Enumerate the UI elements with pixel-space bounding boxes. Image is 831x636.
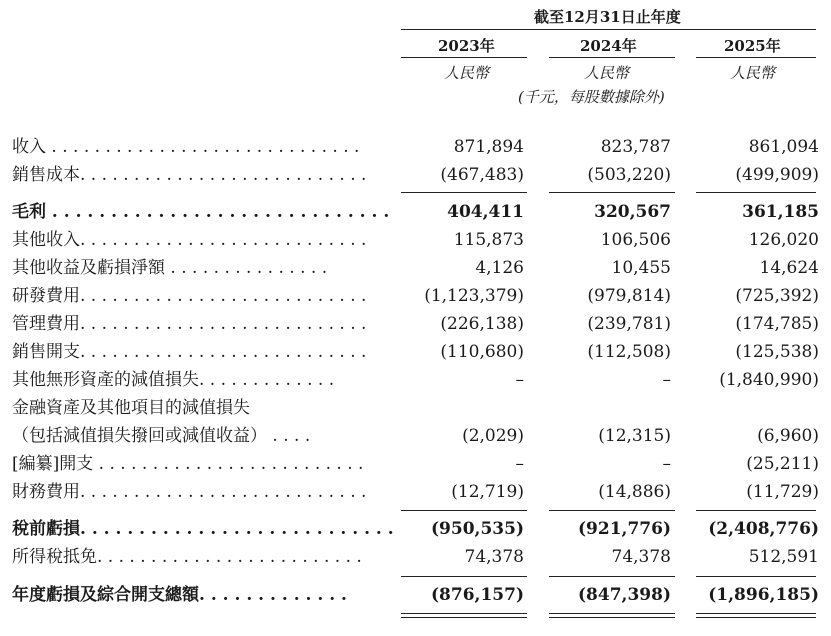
- row-label: 銷售開支. . . . . . . . . . . . . . . . . . . . . . . . . . .: [12, 342, 367, 362]
- row-redacted-expenses: [0, 452, 831, 476]
- total-double-rule-a-2024: [549, 613, 675, 614]
- subtotal-rule-pbt-2023: [401, 510, 527, 511]
- value-2023: 115,873: [453, 230, 524, 250]
- value-2025: (6,960): [757, 426, 819, 446]
- row-income-tax-credit: [0, 545, 831, 569]
- value-2023: –: [515, 370, 524, 390]
- subtotal-rule-total-2023: [401, 576, 527, 577]
- value-2023: 404,411: [447, 202, 524, 222]
- row-label: [編纂]開支 . . . . . . . . . . . . . . . . . . . . . . . . .: [12, 454, 364, 474]
- value-2024: 10,455: [611, 258, 671, 278]
- value-2025: (499,909): [735, 165, 819, 185]
- value-2025: (11,729): [746, 482, 819, 502]
- value-2025: (2,408,776): [708, 519, 819, 539]
- row-financial-impairment: [0, 424, 831, 448]
- row-label: 其他收益及虧損淨額 . . . . . . . . . . . . . . .: [12, 258, 328, 278]
- row-label: 管理費用. . . . . . . . . . . . . . . . . . . . . . . . . . .: [12, 314, 367, 334]
- subtotal-rule-gross-2024: [549, 192, 675, 193]
- value-2024: (979,814): [587, 286, 671, 306]
- value-2024: 320,567: [594, 202, 671, 222]
- total-double-rule-a-2023: [401, 613, 527, 614]
- row-selling-expenses: [0, 340, 831, 364]
- value-2024: 106,506: [600, 230, 671, 250]
- value-2023: 74,378: [464, 547, 524, 567]
- subtotal-rule-gross-2023: [401, 192, 527, 193]
- currency-2023: 人民幣: [444, 64, 490, 82]
- value-2023: (950,535): [431, 519, 524, 539]
- subtotal-rule-pbt-2024: [549, 510, 675, 511]
- subtotal-rule-gross-2025: [696, 192, 816, 193]
- value-2024: (921,776): [578, 519, 671, 539]
- row-label: 稅前虧損. . . . . . . . . . . . . . . . . . . . . . . . . . .: [12, 519, 394, 539]
- total-double-rule-b-2025: [696, 617, 816, 618]
- currency-2024: 人民幣: [584, 64, 630, 82]
- value-2025: 126,020: [748, 230, 819, 250]
- value-2024: (239,781): [587, 314, 671, 334]
- subtotal-rule-pbt-2025: [696, 510, 816, 511]
- value-2025: 512,591: [748, 547, 819, 567]
- row-label: 其他無形資產的減值損失. . . . . . . . . . . . .: [12, 370, 335, 390]
- value-2024: 74,378: [611, 547, 671, 567]
- row-label: 年度虧損及綜合開支總額. . . . . . . . . . . . .: [12, 585, 347, 605]
- row-label: 銷售成本. . . . . . . . . . . . . . . . . . . . . . . . . . .: [12, 165, 367, 185]
- subtotal-rule-total-2025: [696, 576, 816, 577]
- value-2024: 823,787: [600, 137, 671, 157]
- year-2025: 2025年: [724, 37, 781, 55]
- value-2025: (1,840,990): [719, 370, 819, 390]
- value-2023: (1,123,379): [424, 286, 524, 306]
- value-2025: (725,392): [735, 286, 819, 306]
- row-total-comprehensive-loss: [0, 583, 831, 607]
- value-2024: –: [662, 454, 671, 474]
- value-2023: (2,029): [462, 426, 524, 446]
- row-label: 研發費用. . . . . . . . . . . . . . . . . . . . . . . . . . .: [12, 286, 367, 306]
- value-2023: 871,894: [453, 137, 524, 157]
- row-label: 毛利 . . . . . . . . . . . . . . . . . . . . . . . . . . . . .: [12, 202, 390, 222]
- row-other-income: [0, 228, 831, 252]
- row-cost-of-sales: [0, 163, 831, 187]
- year-2023: 2023年: [438, 37, 495, 55]
- value-2023: (110,680): [440, 342, 524, 362]
- value-2024: (12,315): [598, 426, 671, 446]
- value-2024: (112,508): [587, 342, 671, 362]
- row-label: 財務費用. . . . . . . . . . . . . . . . . . . . . . . . . . .: [12, 482, 367, 502]
- row-finance-costs: [0, 480, 831, 504]
- row-admin-expenses: [0, 312, 831, 336]
- value-2023: –: [515, 454, 524, 474]
- row-other-gains-losses: [0, 256, 831, 280]
- row-label: 所得稅抵免. . . . . . . . . . . . . . . . . . . . . . . . .: [12, 547, 362, 567]
- total-double-rule-a-2025: [696, 613, 816, 614]
- unit-note: (千元，每股數據除外): [518, 88, 665, 106]
- row-label: 其他收入. . . . . . . . . . . . . . . . . . . . . . . . . . .: [12, 230, 367, 250]
- value-2025: 861,094: [748, 137, 819, 157]
- year-2024: 2024年: [580, 37, 637, 55]
- value-2023: (467,483): [440, 165, 524, 185]
- currency-2025: 人民幣: [730, 64, 776, 82]
- row-label: 收入 . . . . . . . . . . . . . . . . . . . . . . . . . . . . .: [12, 137, 360, 157]
- total-double-rule-b-2023: [401, 617, 527, 618]
- row-rd-expenses: [0, 284, 831, 308]
- total-double-rule-b-2024: [549, 617, 675, 618]
- row-loss-before-tax: [0, 517, 831, 541]
- value-2025: (1,896,185): [708, 585, 819, 605]
- value-2025: 14,624: [759, 258, 819, 278]
- value-2023: 4,126: [475, 258, 524, 278]
- value-2024: (847,398): [578, 585, 671, 605]
- value-2024: –: [662, 370, 671, 390]
- value-2024: (503,220): [587, 165, 671, 185]
- value-2023: (226,138): [440, 314, 524, 334]
- value-2024: (14,886): [598, 482, 671, 502]
- value-2023: (876,157): [431, 585, 524, 605]
- row-label: 金融資產及其他項目的減值損失: [12, 398, 250, 418]
- value-2025: (125,538): [735, 342, 819, 362]
- value-2025: (174,785): [735, 314, 819, 334]
- value-2025: (25,211): [746, 454, 819, 474]
- row-intangible-impairment: [0, 368, 831, 392]
- period-title: 截至12月31日止年度: [534, 8, 681, 26]
- row-financial-impairment-heading: [0, 396, 831, 420]
- subtotal-rule-total-2024: [549, 576, 675, 577]
- row-gross-profit: [0, 200, 831, 224]
- row-label: （包括減值損失撥回或減值收益） . . . .: [12, 426, 311, 446]
- value-2023: (12,719): [451, 482, 524, 502]
- row-revenue: [0, 135, 831, 159]
- value-2025: 361,185: [742, 202, 819, 222]
